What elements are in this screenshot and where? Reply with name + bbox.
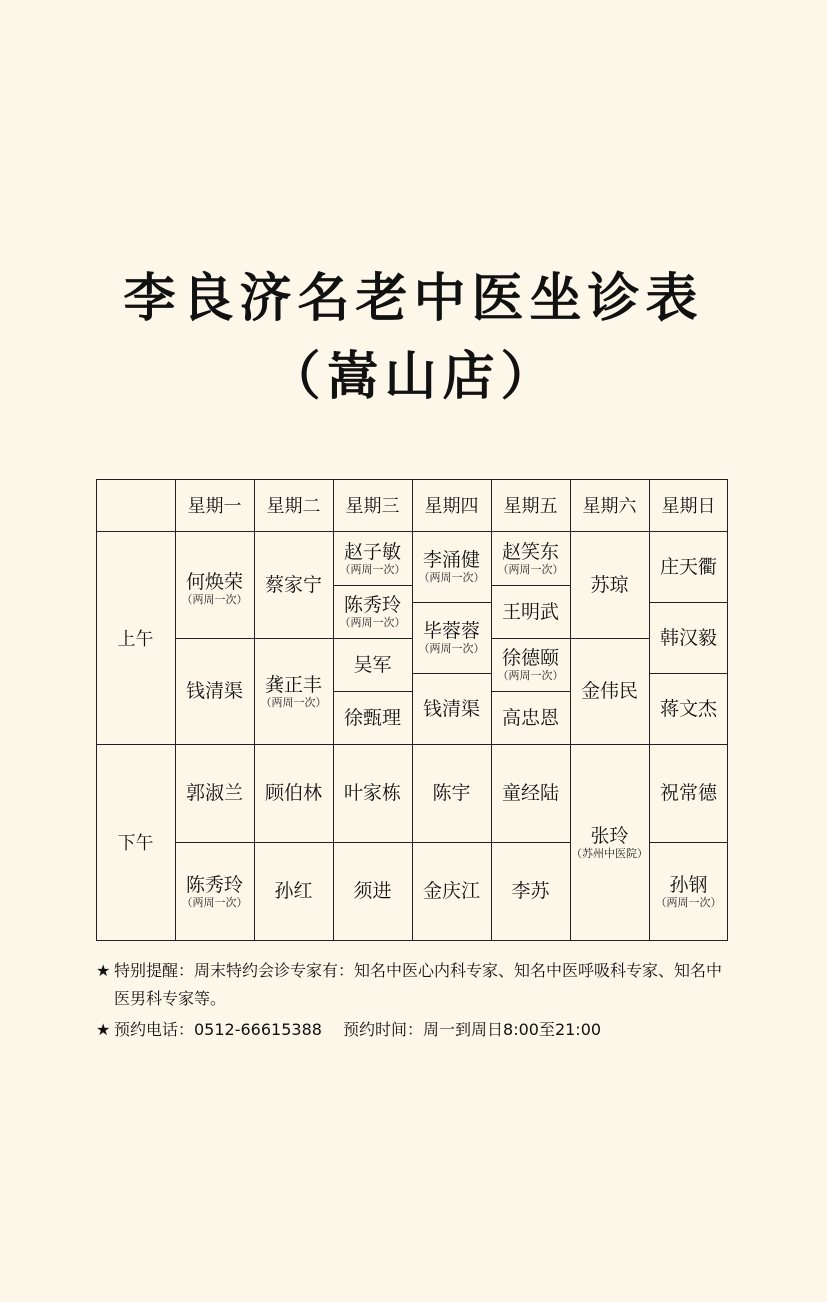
doctor-name: 韩汉毅 <box>659 626 717 649</box>
doctor-cell <box>333 691 412 744</box>
title-line-2: （嵩山店） <box>268 346 559 407</box>
doctor-cell <box>649 602 728 673</box>
booking-info <box>96 1016 736 1044</box>
doctor-cell <box>412 842 491 940</box>
doctor-name: 徐甄理 <box>343 706 401 729</box>
doctor-name: 何焕荣 <box>185 571 243 593</box>
doctor-name: 须进 <box>353 880 392 902</box>
doctor-cell <box>570 531 649 638</box>
doctor-note: （两周一次） <box>339 562 406 576</box>
reminder-text: 特别提醒：周末特约会诊专家有：知名中医心内科专家、知名中医呼吸科专家、知名中医男科专家等。 <box>114 961 723 1008</box>
doctor-name: 李苏 <box>511 880 550 902</box>
doctor-cell <box>254 744 333 842</box>
doctor-name: 陈宇 <box>432 782 471 804</box>
star-icon: ★ <box>96 961 111 980</box>
doctor-name: 金伟民 <box>580 680 638 702</box>
doctor-name: 张玲 <box>590 824 629 847</box>
doctor-name: 蔡家宁 <box>264 573 322 596</box>
doctor-note: （两周一次） <box>418 642 485 655</box>
doctor-cell <box>412 602 491 673</box>
doctor-cell <box>333 531 412 585</box>
booking-text: 预约电话：0512-66615388 预约时间：周一到周日8:00至21:00 <box>114 1020 602 1039</box>
doctor-name: 李涌健 <box>422 549 480 571</box>
doctor-name: 徐德颐 <box>501 647 559 669</box>
day-header-sun: 星期日 <box>661 496 716 517</box>
doctor-note: （两周一次） <box>181 895 248 909</box>
header-corner <box>96 479 175 531</box>
doctor-cell <box>570 638 649 744</box>
doctor-cell <box>570 744 649 940</box>
doctor-cell <box>491 585 570 638</box>
doctor-cell <box>649 744 728 842</box>
doctor-cell <box>649 842 728 940</box>
schedule-table <box>96 479 728 941</box>
period-label-afternoon: 下午 <box>117 833 154 854</box>
day-header-sat: 星期六 <box>582 496 637 517</box>
doctor-note: （两周一次） <box>418 571 485 584</box>
doctor-name: 蒋文杰 <box>659 697 717 720</box>
doctor-name: 孙红 <box>274 880 313 902</box>
doctor-cell <box>491 691 570 744</box>
doctor-cell <box>333 842 412 940</box>
doctor-name: 赵笑东 <box>501 540 559 563</box>
doctor-note: （两周一次） <box>339 616 406 629</box>
doctor-cell <box>254 638 333 744</box>
doctor-note: （苏州中医院） <box>571 846 648 860</box>
doctor-name: 苏琼 <box>590 573 629 596</box>
day-header-tue: 星期二 <box>266 496 321 517</box>
doctor-cell <box>254 842 333 940</box>
doctor-note: （两周一次） <box>497 562 564 576</box>
doctor-name: 钱清渠 <box>185 680 243 702</box>
day-header-mon: 星期一 <box>187 496 242 517</box>
title-line-1: 李良济名老中医坐诊表 <box>123 268 704 329</box>
doctor-name: 陈秀玲 <box>185 873 243 896</box>
doctor-cell <box>491 638 570 691</box>
doctor-name: 龚正丰 <box>264 673 322 696</box>
doctor-name: 叶家栋 <box>343 782 401 804</box>
doctor-cell <box>333 744 412 842</box>
doctor-name: 祝常德 <box>659 782 717 804</box>
doctor-cell <box>412 673 491 744</box>
star-icon: ★ <box>96 1020 111 1039</box>
doctor-name: 金庆江 <box>422 880 480 902</box>
doctor-cell <box>491 744 570 842</box>
doctor-cell <box>175 638 254 744</box>
doctor-name: 赵子敏 <box>343 540 401 563</box>
doctor-cell <box>175 539 254 638</box>
doctor-note: （两周一次） <box>497 669 564 682</box>
doctor-note: （两周一次） <box>181 593 248 606</box>
doctor-name: 童经陆 <box>501 782 559 804</box>
day-header-thu: 星期四 <box>424 496 479 517</box>
doctor-name: 陈秀玲 <box>343 594 401 616</box>
doctor-name: 吴军 <box>353 653 392 676</box>
doctor-name: 庄天衢 <box>659 555 717 578</box>
doctor-cell <box>491 842 570 940</box>
doctor-name: 毕蓉蓉 <box>422 620 480 642</box>
doctor-note: （两周一次） <box>260 695 327 709</box>
doctor-cell <box>254 531 333 638</box>
doctor-name: 郭淑兰 <box>185 782 243 804</box>
doctor-cell <box>649 673 728 744</box>
doctor-name: 高忠恩 <box>501 706 559 729</box>
doctor-cell <box>175 744 254 842</box>
doctor-note: （两周一次） <box>655 895 722 909</box>
doctor-cell <box>333 638 412 691</box>
doctor-cell <box>412 744 491 842</box>
special-reminder <box>96 957 736 1013</box>
footnotes <box>96 957 736 1047</box>
doctor-cell <box>491 531 570 585</box>
period-label-morning: 上午 <box>117 628 154 650</box>
doctor-cell <box>649 531 728 602</box>
day-header-wed: 星期三 <box>345 496 400 517</box>
doctor-name: 王明武 <box>501 600 559 623</box>
doctor-name: 钱清渠 <box>422 697 480 720</box>
doctor-cell <box>412 531 491 602</box>
doctor-name: 顾伯林 <box>264 782 322 804</box>
doctor-cell <box>333 585 412 638</box>
day-header-fri: 星期五 <box>503 496 558 517</box>
doctor-name: 孙钢 <box>669 873 708 896</box>
doctor-cell <box>175 842 254 940</box>
